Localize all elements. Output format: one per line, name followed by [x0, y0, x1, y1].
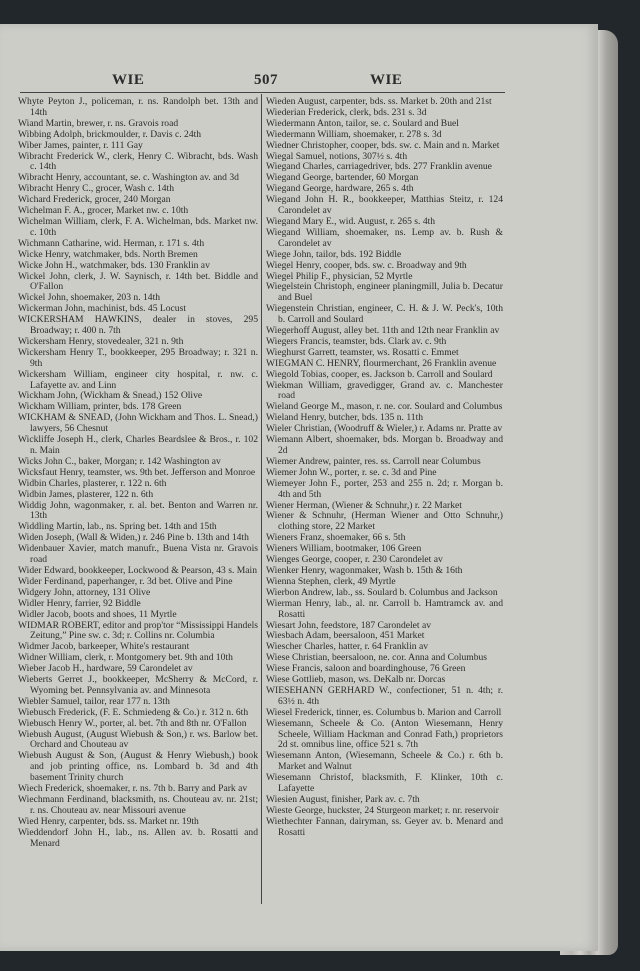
directory-entry: Wiemann Albert, shoemaker, bds. Morgan b. Broadway and 2d: [266, 434, 503, 456]
directory-entry: Wienges George, cooper, r. 230 Carondelet av: [266, 554, 443, 566]
directory-entry: Widen Joseph, (Wall & Widen,) r. 246 Pine b. 13th and 14th: [18, 532, 249, 544]
directory-entry: Wider Ferdinand, paperhanger, r. 3d bet. Olive and Pine: [18, 575, 233, 587]
directory-entry: Wibbing Adolph, brickmoulder, r. Davis c. 24th: [18, 128, 202, 140]
directory-entry: Wiebusch Frederick, (F. E. Schmiedeng & Co.) r. 312 n. 6th: [18, 706, 249, 718]
directory-entry: Wied Henry, carpenter, bds. ss. Market nr. 19th: [18, 815, 199, 827]
directory-entry: Wiesbach Adam, beersaloon, 451 Market: [266, 630, 425, 642]
directory-entry: Wiemeyer John F., porter, 253 and 255 n. 2d; r. Morgan b. 4th and 5th: [266, 477, 503, 500]
directory-entry: Wiegand George, hardware, 265 s. 4th: [266, 183, 414, 195]
directory-entry: Widgery John, attorney, 131 Olive: [18, 586, 151, 598]
directory-entry: Wieden August, carpenter, bds. ss. Market b. 20th and 21st: [266, 96, 492, 107]
directory-entry: Wiegerhoff August, alley bet. 11th and 12th near Franklin av: [266, 325, 500, 337]
directory-entry: Wierbon Andrew, lab., ss. Soulard b. Columbus and Jackson: [266, 586, 498, 598]
directory-entry: Wiese Gottlieb, mason, ws. DeKalb nr. Dorcas: [266, 674, 446, 686]
directory-entry: Wickel John, shoemaker, 203 n. 14th: [18, 292, 161, 304]
directory-entry: Widner William, clerk, r. Montgomery bet. 9th and 10th: [18, 652, 233, 664]
directory-entry: Wieber Jacob H., hardware, 59 Carondelet av: [18, 663, 193, 675]
directory-entry: Wiegand Charles, carriagedriver, bds. 277 Franklin avenue: [266, 161, 492, 173]
directory-entry: Wiebush August, (August Wiebush & Son,) r. ws. Barlow bet. Orchard and Chouteau av: [18, 728, 258, 751]
directory-entry: Widdling Martin, lab., ns. Spring bet. 14th and 15th: [18, 521, 217, 533]
directory-entry: Wiederian Frederick, clerk, bds. 231 s. 3d: [266, 106, 427, 118]
directory-entry: Wiegand John H. R., bookkeeper, Matthias Steitz, r. 124 Carondelet av: [266, 194, 503, 217]
directory-entry: WIESEHANN GERHARD W., confectioner, 51 n. 4th; r. 63½ n. 4th: [266, 684, 503, 707]
directory-entry: Wiese Christian, beersaloon, ne. cor. Anna and Columbus: [266, 652, 488, 664]
directory-entry: Wiebusch Henry W., porter, al. bet. 7th and 8th nr. O'Fallon: [18, 717, 247, 729]
directory-entry: Wiegal Samuel, notions, 307½ s. 4th: [266, 150, 408, 162]
directory-entry: Wichelman William, clerk, F. A. Wichelman, bds. Market nw. c. 10th: [18, 215, 258, 238]
directory-entry: Wiener & Schnuhr, (Herman Wiener and Otto Schnuhr,) clothing store, 22 Market: [266, 510, 503, 533]
directory-entry: WIEGMAN C. HENRY, flourmerchant, 26 Franklin avenue: [266, 357, 497, 369]
directory-entry: Wiand Martin, brewer, r. ns. Gravois road: [18, 117, 179, 129]
directory-entry: Wickersham Henry, stovedealer, 321 n. 9th: [18, 335, 184, 347]
directory-entry: Widdig John, wagonmaker, r. al. bet. Benton and Warren nr. 13th: [18, 499, 258, 522]
directory-page: [0, 24, 598, 951]
directory-entry: Wiegand George, bartender, 60 Morgan: [266, 172, 419, 184]
directory-entry: Wiebush August & Son, (August & Henry Wiebush,) book and job printing office, ns. Lombard b. 3d and 4th basement Trinity church: [18, 750, 258, 784]
directory-entry: Wiesien August, finisher, Park av. c. 7th: [266, 794, 420, 805]
directory-entry: Wibracht Frederick W., clerk, Henry C. Wibracht, bds. Wash c. 14th: [18, 150, 258, 173]
directory-entry: Wickham William, printer, bds. 178 Green: [18, 401, 182, 413]
directory-entry: Wicksfaut Henry, teamster, ws. 9th bet. Jefferson and Monroe: [18, 466, 256, 478]
directory-entry: WIDMAR ROBERT, editor and prop'tor “Mississippi Handels Zeitung,” Pine sw. c. 3d; r. Collins nr. Columbia: [18, 619, 258, 642]
directory-entry: Wieners Franz, shoemaker, 66 s. 5th: [266, 532, 406, 544]
directory-entry: Wickham John, (Wickham & Snead,) 152 Olive: [18, 390, 203, 402]
left-guide-word: WIE: [112, 72, 145, 88]
left-column: [18, 97, 258, 850]
directory-entry: Wieste George, huckster, 24 Sturgeon market; r. nr. reservoir: [266, 804, 499, 816]
directory-entry: Wieler Christian, (Woodruff & Wieler,) r. Adams nr. Pratte av: [266, 423, 503, 435]
page-number: 507: [254, 72, 278, 88]
directory-entry: Wichmann Catharine, wid. Herman, r. 171 s. 4th: [18, 237, 205, 249]
column-divider: [261, 94, 262, 904]
directory-entry: Wiedermann William, shoemaker, r. 278 s. 3d: [266, 128, 442, 140]
directory-entry: Wieberts Gerret J., bookkeeper, McSherry & McCord, r. Wyoming bet. Pennsylvania av. and Minnesota: [18, 674, 258, 696]
directory-entry: Wicke Henry, watchmaker, bds. North Bremen: [18, 248, 198, 260]
directory-entry: Wicks John C., baker, Morgan; r. 142 Washington av: [18, 455, 221, 467]
directory-entry: Wiegold Tobias, cooper, es. Jackson b. Carroll and Soulard: [266, 368, 493, 380]
directory-entry: Wienker Henry, wagonmaker, Wash b. 15th & 16th: [266, 564, 463, 576]
directory-entry: Wider Edward, bookkeeper, Lockwood & Pearson, 43 s. Main: [18, 564, 258, 576]
directory-entry: Wiebler Samuel, tailor, rear 177 n. 13th: [18, 695, 170, 707]
directory-entry: Wiemer Andrew, painter, res. ss. Carroll near Columbus: [266, 455, 481, 467]
directory-entry: Wickel John, clerk, J. W. Saynisch, r. 14th bet. Biddle and O'Fallon: [18, 270, 258, 293]
directory-entry: Wiese Francis, saloon and boardinghouse, 76 Green: [266, 663, 466, 675]
directory-entry: Wieddendorf John H., lab., ns. Allen av. b. Rosatti and Menard: [18, 826, 258, 849]
right-column: [266, 97, 503, 839]
directory-entry: Widler Henry, farrier, 92 Biddle: [18, 597, 141, 609]
directory-entry: Wiethechter Fannan, dairyman, ss. Geyer av. b. Menard and Rosatti: [266, 815, 503, 838]
directory-entry: Wiegenstein Christian, engineer, C. H. & J. W. Peck's, 10th b. Carroll and Soulard: [266, 303, 503, 326]
directory-entry: Wiege John, tailor, bds. 192 Biddle: [266, 248, 402, 260]
directory-entry: Wiegelstein Christoph, engineer planingmill, Julia b. Decatur and Buel: [266, 281, 503, 304]
directory-entry: Wieland Henry, butcher, bds. 135 n. 11th: [266, 412, 424, 424]
directory-entry: Wiesart John, feedstore, 187 Carondelet av: [266, 619, 432, 631]
directory-entry: Wiedermann Anton, tailor, se. c. Soulard and Buel: [266, 117, 459, 129]
directory-entry: Wiener Herman, (Wiener & Schnuhr,) r. 22 Market: [266, 499, 462, 511]
directory-entry: Widenbauer Xavier, match manufr., Buena Vista nr. Gravois road: [18, 543, 258, 566]
directory-entry: WICKERSHAM HAWKINS, dealer in stoves, 295 Broadway; r. 400 n. 7th: [18, 314, 258, 337]
directory-entry: Widmer Jacob, barkeeper, White's restaurant: [18, 641, 190, 653]
directory-entry: Wiekman William, gravedigger, Grand av. c. Manchester road: [266, 379, 503, 402]
directory-entry: Wiegel Philip F., physician, 52 Myrtle: [266, 270, 413, 282]
directory-entry: Wiescher Charles, hatter, r. 64 Franklin av: [266, 641, 429, 653]
directory-entry: Wiesemann Anton, (Wiesemann, Scheele & Co.) r. 6th b. Market and Walnut: [266, 750, 503, 773]
directory-entry: Wichelman F. A., grocer, Market nw. c. 10th: [18, 205, 189, 217]
directory-entry: Wibracht Henry, accountant, se. c. Washington av. and 3d: [18, 172, 239, 184]
directory-entry: Wieland George M., mason, r. ne. cor. Soulard and Columbus: [266, 401, 503, 413]
directory-entry: Wickerman John, machinist, bds. 45 Locust: [18, 303, 187, 315]
directory-entry: Wiegand Mary E., wid. August, r. 265 s. 4th: [266, 215, 436, 227]
directory-entry: Wiegand William, shoemaker, ns. Lemp av. b. Rush & Carondelet av: [266, 226, 503, 249]
header-rule: [20, 92, 505, 93]
directory-entry: WICKHAM & SNEAD, (John Wickham and Thos. L. Snead,) lawyers, 56 Chesnut: [18, 412, 258, 435]
right-guide-word: WIE: [370, 72, 403, 88]
directory-entry: Wickersham William, engineer city hospital, r. nw. c. Lafayette av. and Linn: [18, 368, 258, 391]
directory-entry: Widbin Charles, plasterer, r. 122 n. 6th: [18, 477, 167, 489]
directory-entry: Wicke John H., watchmaker, bds. 130 Franklin av: [18, 259, 210, 271]
directory-entry: Whyte Peyton J., policeman, r. ns. Randolph bet. 13th and 14th: [18, 96, 258, 118]
directory-entry: Widler Jacob, boots and shoes, 11 Myrtle: [18, 608, 177, 620]
directory-entry: Wiedner Christopher, cooper, bds. sw. c. Main and n. Market: [266, 139, 500, 151]
directory-entry: Wiechmann Ferdinand, blacksmith, ns. Chouteau av. nr. 21st; r. ns. Chouteau av. near Missouri avenue: [18, 794, 258, 816]
directory-entry: Wiesel Frederick, tinner, es. Columbus b. Marion and Carroll: [266, 706, 502, 718]
directory-entry: Wibracht Henry C., grocer, Wash c. 14th: [18, 183, 174, 195]
directory-entry: Wiegel Henry, cooper, bds. sw. c. Broadway and 9th: [266, 259, 467, 271]
directory-entry: Wiesemann Christof, blacksmith, F. Klinker, 10th c. Lafayette: [266, 772, 503, 795]
directory-entry: Widbin James, plasterer, 122 n. 6th: [18, 488, 154, 500]
directory-entry: Wiesemann, Scheele & Co. (Anton Wiesemann, Henry Scheele, William Hackman and Conrad Fath,) proprietors 2d st. omnibus line, office 521 s. 7th: [266, 717, 503, 751]
directory-entry: Wiber James, painter, r. 111 Gay: [18, 139, 143, 151]
directory-entry: Wichard Frederick, grocer, 240 Morgan: [18, 194, 171, 206]
directory-entry: Wiech Frederick, shoemaker, r. ns. 7th b. Barry and Park av: [18, 783, 248, 795]
directory-entry: Wieners William, bootmaker, 106 Green: [266, 543, 422, 555]
directory-entry: Wieghurst Garrett, teamster, ws. Rosatti c. Emmet: [266, 346, 459, 358]
directory-entry: Wienna Stephen, clerk, 49 Myrtle: [266, 575, 396, 587]
directory-entry: Wiemer John W., porter, r. se. c. 3d and Pine: [266, 466, 437, 478]
directory-entry: Wickersham Henry T., bookkeeper, 295 Broadway; r. 321 n. 9th: [18, 346, 258, 369]
directory-entry: Wickliffe Joseph H., clerk, Charles Beardslee & Bros., r. 102 n. Main: [18, 434, 258, 456]
directory-entry: Wiegers Francis, teamster, bds. Clark av. c. 9th: [266, 335, 447, 347]
directory-entry: Wierman Henry, lab., al. nr. Carroll b. Hamtramck av. and Rosatti: [266, 597, 503, 620]
